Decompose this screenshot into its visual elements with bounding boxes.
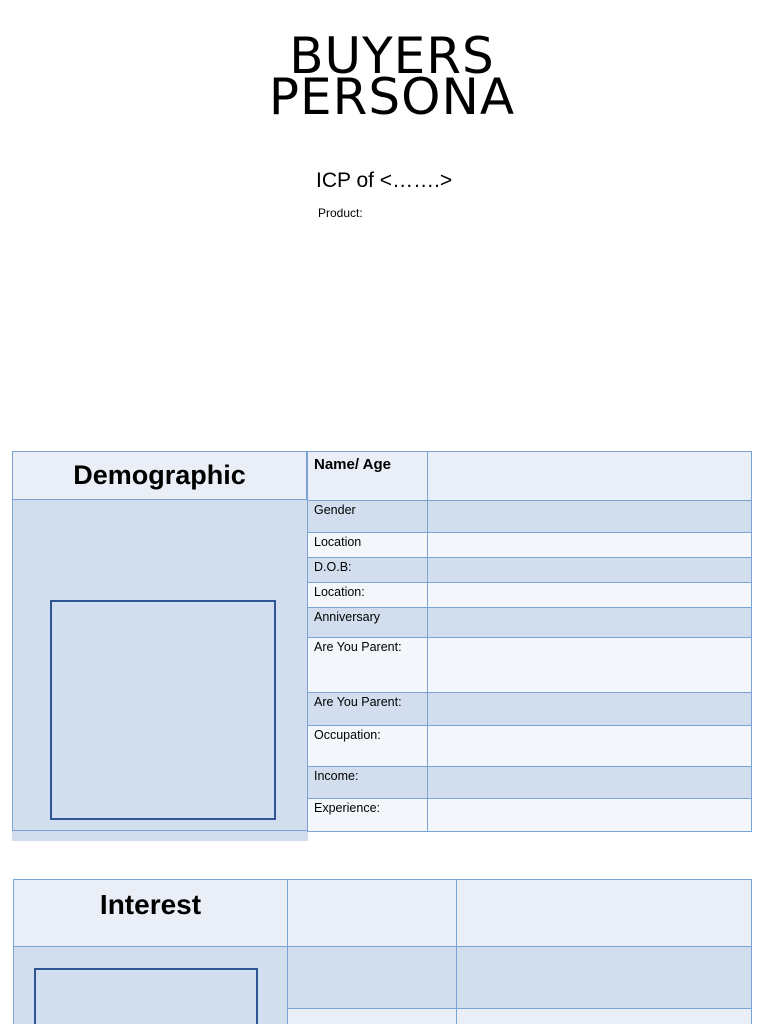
table-row xyxy=(308,452,752,501)
table-row xyxy=(308,558,752,583)
table-row xyxy=(308,501,752,533)
field-value-parent[interactable] xyxy=(428,638,752,693)
field-label: Are You Parent: xyxy=(308,638,428,693)
field-label: Experience: xyxy=(308,799,428,832)
demographic-heading: Demographic xyxy=(12,451,307,500)
field-value-name-age[interactable] xyxy=(428,452,752,501)
icp-subtitle: ICP of <…….> xyxy=(316,169,453,192)
page-title xyxy=(0,27,768,126)
title-line-2: PERSONA xyxy=(268,68,516,126)
field-label: Location: xyxy=(308,583,428,608)
persona-photo-placeholder[interactable] xyxy=(50,600,276,820)
interest-cell[interactable] xyxy=(288,880,457,947)
interest-cell[interactable] xyxy=(457,947,752,1009)
field-label: Name/ Age xyxy=(308,452,428,501)
interest-heading: Interest xyxy=(99,889,202,920)
interest-cell[interactable] xyxy=(457,1009,752,1024)
field-value-location-2[interactable] xyxy=(428,583,752,608)
field-value-income[interactable] xyxy=(428,767,752,799)
table-row xyxy=(308,583,752,608)
table-row xyxy=(308,638,752,693)
field-label: Income: xyxy=(308,767,428,799)
field-value-anniversary[interactable] xyxy=(428,608,752,638)
interest-cell[interactable] xyxy=(457,880,752,947)
interest-section xyxy=(13,879,751,1024)
interest-heading-cell xyxy=(14,880,288,947)
demographic-table xyxy=(307,451,752,832)
field-label: Gender xyxy=(308,501,428,533)
field-label: Location xyxy=(308,533,428,558)
table-row xyxy=(308,608,752,638)
interest-photo-placeholder[interactable] xyxy=(34,968,258,1024)
field-value-location[interactable] xyxy=(428,533,752,558)
demographic-section xyxy=(12,451,751,841)
table-row xyxy=(308,799,752,832)
title-line-1: BUYERS xyxy=(289,27,495,85)
field-label: Anniversary xyxy=(308,608,428,638)
product-label: Product: xyxy=(318,206,363,220)
field-label: D.O.B: xyxy=(308,558,428,583)
demographic-photo-cell xyxy=(12,499,308,831)
field-label: Occupation: xyxy=(308,726,428,767)
field-value-dob[interactable] xyxy=(428,558,752,583)
table-row xyxy=(308,726,752,767)
field-value-experience[interactable] xyxy=(428,799,752,832)
field-value-gender[interactable] xyxy=(428,501,752,533)
field-label: Are You Parent: xyxy=(308,693,428,726)
interest-cell[interactable] xyxy=(288,947,457,1009)
table-row xyxy=(308,767,752,799)
field-value-parent-2[interactable] xyxy=(428,693,752,726)
table-row xyxy=(308,693,752,726)
interest-cell[interactable] xyxy=(288,1009,457,1024)
table-row xyxy=(308,533,752,558)
field-value-occupation[interactable] xyxy=(428,726,752,767)
table-row xyxy=(14,880,752,947)
